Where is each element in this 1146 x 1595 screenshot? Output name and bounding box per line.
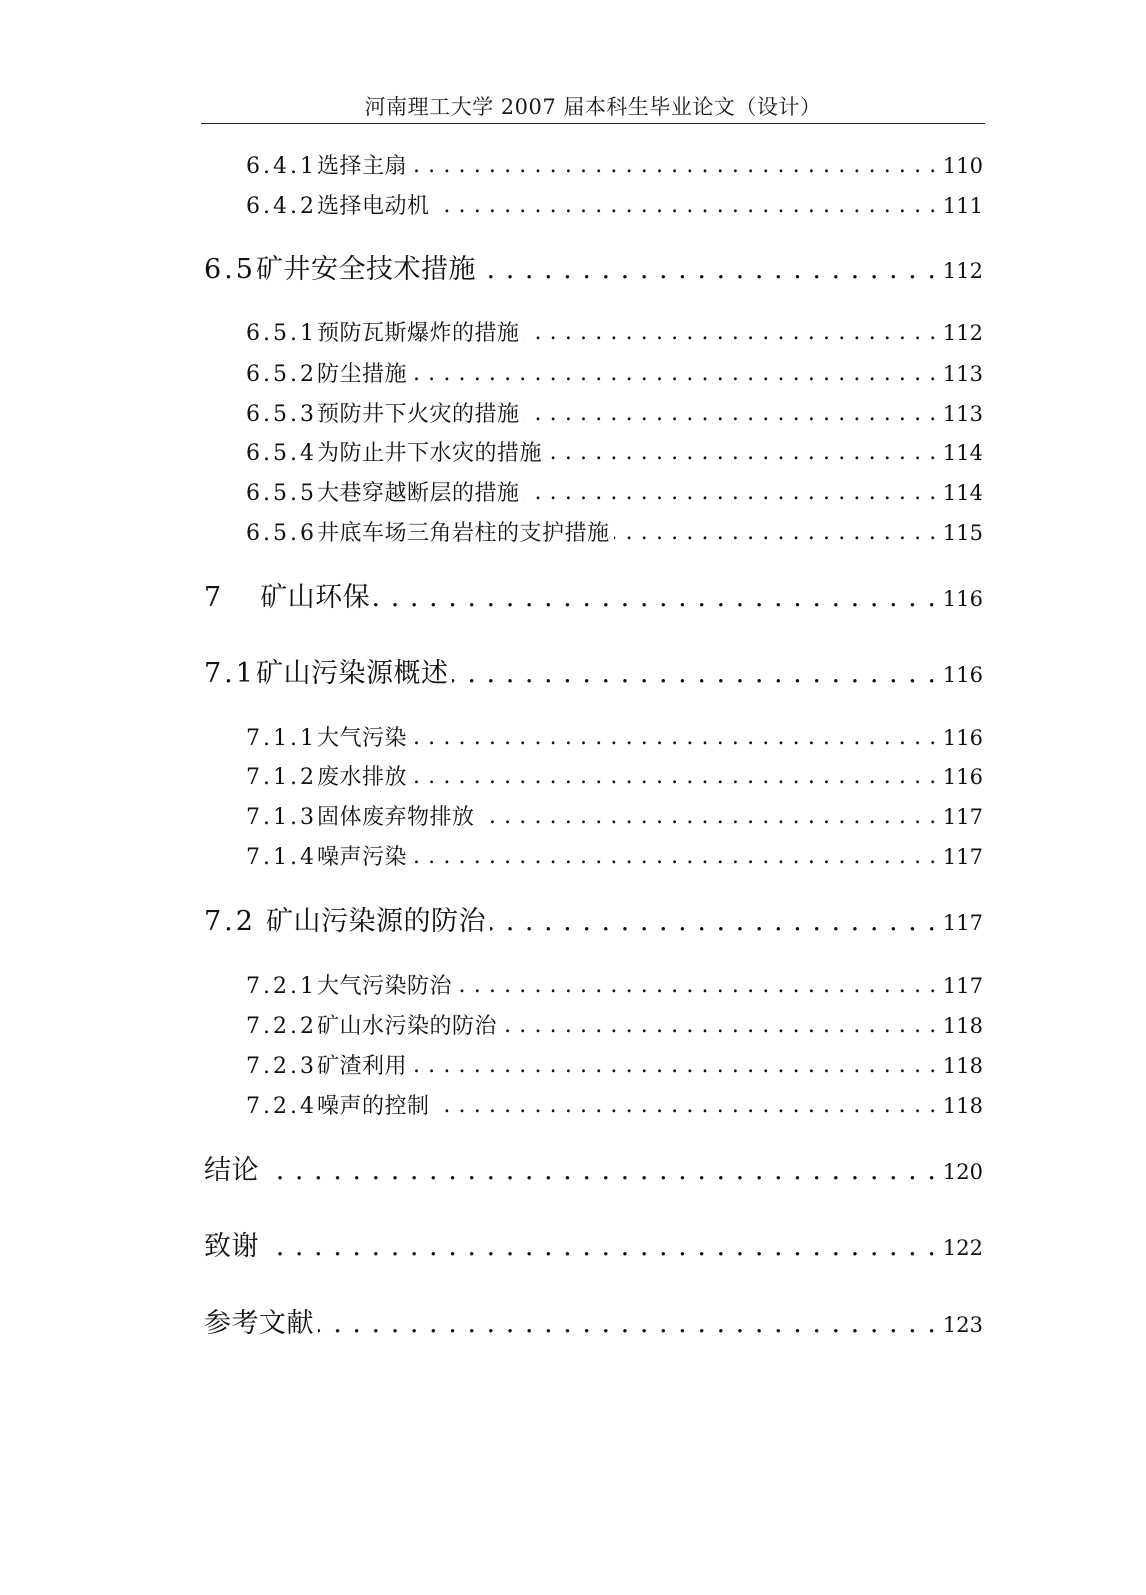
toc-entry-number: 6.5.5 [246,481,317,506]
toc-page-number: 118 [942,1094,983,1118]
toc-entry-title: 井底车场三角岩柱的支护措施 [316,521,610,546]
toc-page-number: 117 [942,845,983,869]
toc-entry-title: 矿山环保 [260,582,371,613]
toc-entry-title: 大气污染防治 [316,974,452,999]
toc-dot-leader [524,478,937,508]
toc-dot-leader [411,842,937,872]
toc-page-number: 118 [942,1014,983,1038]
toc-dot-leader [479,802,937,832]
toc-page-number: 116 [942,726,983,750]
toc-entry-number: 7.2 [204,906,256,937]
toc-entry-number: 7.2.4 [246,1094,317,1119]
toc-dot-leader [524,399,937,429]
toc-entry-number: 7.2.2 [246,1014,317,1039]
toc-page-number: 120 [942,1160,983,1184]
toc-page-number: 113 [942,362,983,386]
toc-entry-6-5-5[interactable] [246,478,983,508]
toc-entry-7-2-1[interactable] [246,971,983,1001]
toc-page-number: 116 [942,765,983,789]
toc-entry-title: 矿渣利用 [316,1054,407,1079]
toc-entry-7-1-4[interactable] [246,842,983,872]
toc-entry-number: 6.5.1 [246,321,317,346]
toc-entry-title: 参考文献 [204,1308,314,1339]
toc-entry-7-1[interactable] [204,656,983,692]
toc-page-number: 112 [942,321,983,345]
toc-entry-6-4-2[interactable] [246,191,983,221]
toc-entry-title: 矿山污染源的防治 [265,906,486,937]
toc-page-number: 118 [942,1054,983,1078]
toc-entry-references[interactable] [204,1306,983,1342]
toc-entry-number: 6.5.2 [246,362,317,387]
toc-entry-number: 7.2.3 [246,1054,317,1079]
toc-page-number: 110 [942,154,983,178]
toc-dot-leader [480,252,937,288]
toc-entry-6-5[interactable] [204,252,983,288]
toc-entry-6-5-1[interactable] [246,318,983,348]
toc-entry-number: 6.5.4 [246,441,317,466]
toc-entry-number: 7.1.2 [246,765,317,790]
toc-entry-title: 矿井安全技术措施 [255,254,476,285]
toc-page-number: 116 [942,663,983,687]
toc-entry-title: 大巷穿越断层的措施 [316,481,520,506]
toc-entry-acknowledgements[interactable] [204,1229,983,1265]
toc-dot-leader [263,1153,937,1189]
toc-dot-leader [501,1011,937,1041]
toc-page-number: 123 [942,1313,983,1337]
toc-entry-title: 废水排放 [316,765,407,790]
toc-dot-leader [411,723,937,753]
toc-entry-title: 矿山水污染的防治 [316,1014,497,1039]
toc-entry-7-2-3[interactable] [246,1051,983,1081]
toc-entry-conclusion[interactable] [204,1153,983,1189]
toc-dot-leader [434,191,937,221]
toc-page-number: 111 [942,194,983,218]
toc-entry-number: 7.1.3 [246,805,317,830]
toc-page-number: 112 [942,259,983,283]
toc-dot-leader [411,359,937,389]
toc-entry-7-1-3[interactable] [246,802,983,832]
toc-entry-title: 预防瓦斯爆炸的措施 [316,321,520,346]
toc-entry-title: 结论 [204,1155,259,1186]
toc-dot-leader [411,151,937,181]
toc-dot-leader [490,904,937,940]
toc-entry-title: 预防井下火灾的措施 [316,402,520,427]
toc-entry-title: 选择电动机 [316,194,430,219]
toc-entry-6-5-4[interactable] [246,438,983,468]
toc-entry-number: 6.4.1 [246,154,317,179]
toc-entry-7-1-2[interactable] [246,762,983,792]
toc-entry-7[interactable] [204,580,983,616]
toc-entry-7-2-2[interactable] [246,1011,983,1041]
toc-entry-number: 7.1 [204,658,256,689]
toc-entry-title: 防尘措施 [316,362,407,387]
toc-entry-title: 为防止井下水灾的措施 [316,441,542,466]
toc-entry-number: 6.5.3 [246,402,317,427]
toc-entry-6-5-2[interactable] [246,359,983,389]
toc-entry-title: 致谢 [204,1231,259,1262]
toc-page-number: 113 [942,402,983,426]
toc-page-number: 114 [942,441,983,465]
toc-page-number: 116 [942,587,983,611]
toc-entry-7-1-1[interactable] [246,723,983,753]
toc-dot-leader [374,580,937,616]
toc-entry-title: 噪声的控制 [316,1094,430,1119]
toc-entry-number: 6.5.6 [246,521,317,546]
toc-entry-number: 7.1.4 [246,845,317,870]
toc-page-number: 117 [942,911,983,935]
page-header: 河南理工大学 2007 届本科生毕业论文（设计） [364,95,822,119]
toc-entry-7-2[interactable] [204,904,983,940]
toc-dot-leader [614,518,937,548]
toc-entry-title: 大气污染 [316,726,407,751]
toc-page-number: 122 [942,1236,983,1260]
toc-entry-number: 6.5 [204,254,256,285]
toc-entry-number: 7.1.1 [246,726,317,751]
toc-dot-leader [524,318,937,348]
toc-entry-number: 7.2.1 [246,974,317,999]
toc-dot-leader [452,656,936,692]
toc-entry-title: 选择主扇 [316,154,407,179]
toc-entry-title: 矿山污染源概述 [255,658,449,689]
toc-entry-6-5-3[interactable] [246,399,983,429]
toc-dot-leader [263,1229,937,1265]
toc-page-number: 114 [942,481,983,505]
toc-dot-leader [456,971,937,1001]
toc-entry-7-2-4[interactable] [246,1091,983,1121]
toc-page-number: 117 [942,805,983,829]
toc-entry-6-4-1[interactable] [246,151,983,181]
toc-entry-6-5-6[interactable] [246,518,983,548]
toc-dot-leader [318,1306,937,1342]
toc-entry-number: 6.4.2 [246,194,317,219]
toc-entry-number: 7 [204,582,225,613]
toc-page-number: 117 [942,974,983,998]
toc-entry-title: 噪声污染 [316,845,407,870]
toc-dot-leader [411,762,937,792]
toc-dot-leader [411,1051,937,1081]
toc-page-number: 115 [942,521,983,545]
toc-entry-title: 固体废弃物排放 [316,805,475,830]
toc-dot-leader [546,438,937,468]
toc-dot-leader [434,1091,937,1121]
